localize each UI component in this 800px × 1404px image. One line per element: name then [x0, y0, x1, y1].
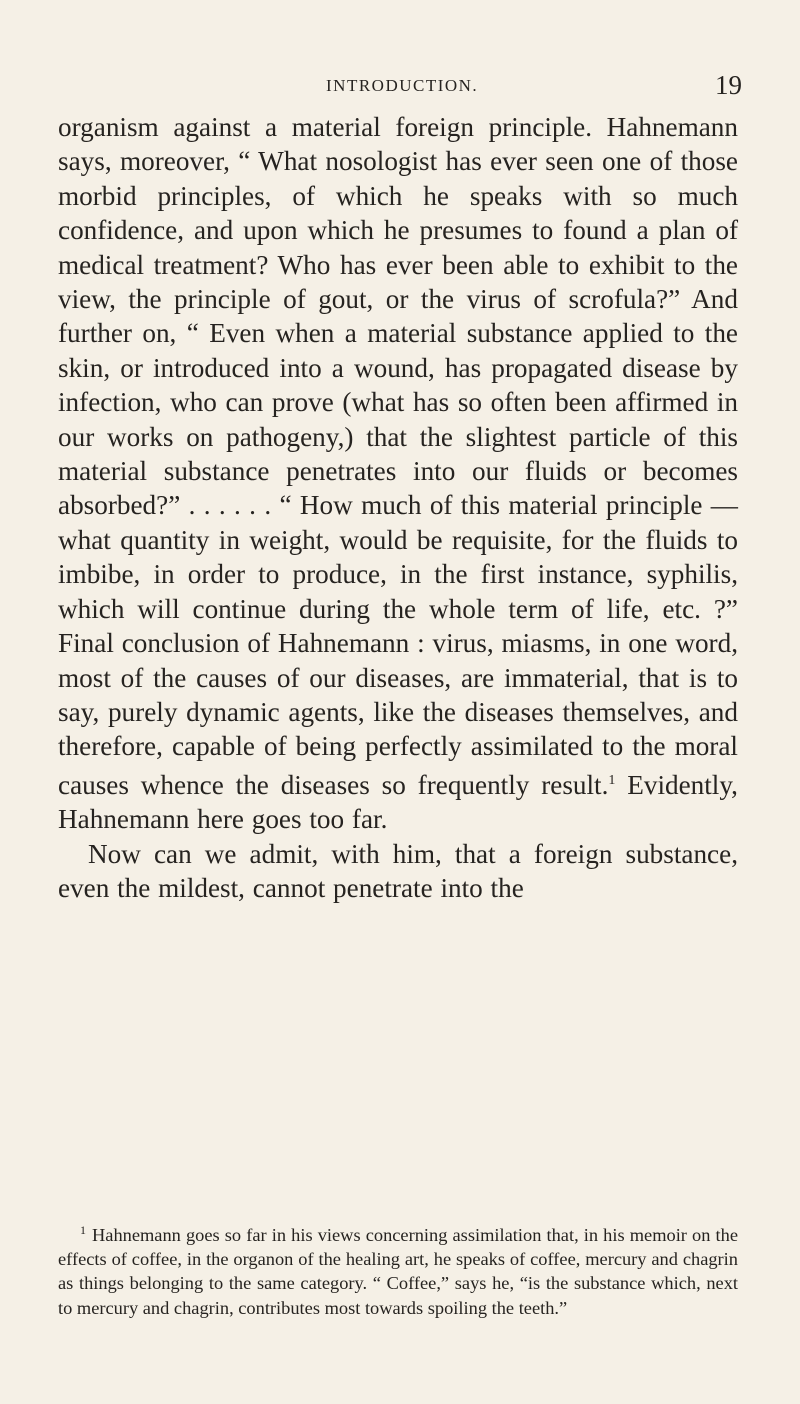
running-head: [326, 72, 742, 104]
paragraph-text: Now can we admit, with him, that a foreign substance, even the mildest, cannot penetrate into the: [58, 838, 738, 903]
paragraph: [58, 837, 738, 906]
page-number: 19: [715, 70, 742, 100]
body-text: [58, 110, 738, 905]
paragraph: [58, 110, 738, 837]
paragraph-text-end: Evidently, Hahnemann here goes too far.: [58, 769, 738, 835]
footnote-paragraph: [58, 1223, 738, 1320]
running-head-title: INTRODUCTION.: [326, 76, 479, 95]
footnote-text: Hahnemann goes so far in his views concerning assimilation that, in his memoir on the effects of coffee, in the organon of the healing art, he speaks of coffee, mercury and chagrin as things belonging to the same category. “ Coffee,” says he, “is the substance which, next to mercury and chagrin, contributes most towards spoiling the teeth.”: [58, 1225, 738, 1318]
paragraph-text: organism against a material foreign principle. Hahnemann says, moreover, “ What nosologist has ever seen one of those morbid principles, of which he speaks with so much confidence, and upon which he presumes to found a plan of medical treatment? Who has ever been able to exhibit to the view, the principle of gout, or the virus of scrofula?” And further on, “ Even when a material substance applied to the skin, or introduced into a wound, has propagated disease by infection, who can prove (what has so often been affirmed in our works on pathogeny,) that the slightest particle of this material substance penetrates into our fluids or becomes absorbed?” . . . . . . “ How much of this material principle — what quantity in weight, would be requisite, for the fluids to imbibe, in order to produce, in the first instance, syphilis, which will continue during the whole term of life, etc. ?” Final conclusion of Hahnemann : virus, miasms, in one word, most of the causes of our diseases, are immaterial, that is to say, purely dynamic agents, like the diseases themselves, and therefore, capable of being perfectly assimilated to the moral causes whence the diseases so frequently result.: [58, 112, 738, 800]
footnote-marker: 1: [80, 1222, 86, 1237]
footnote: [58, 1223, 738, 1320]
footnote-reference: 1: [608, 772, 616, 788]
